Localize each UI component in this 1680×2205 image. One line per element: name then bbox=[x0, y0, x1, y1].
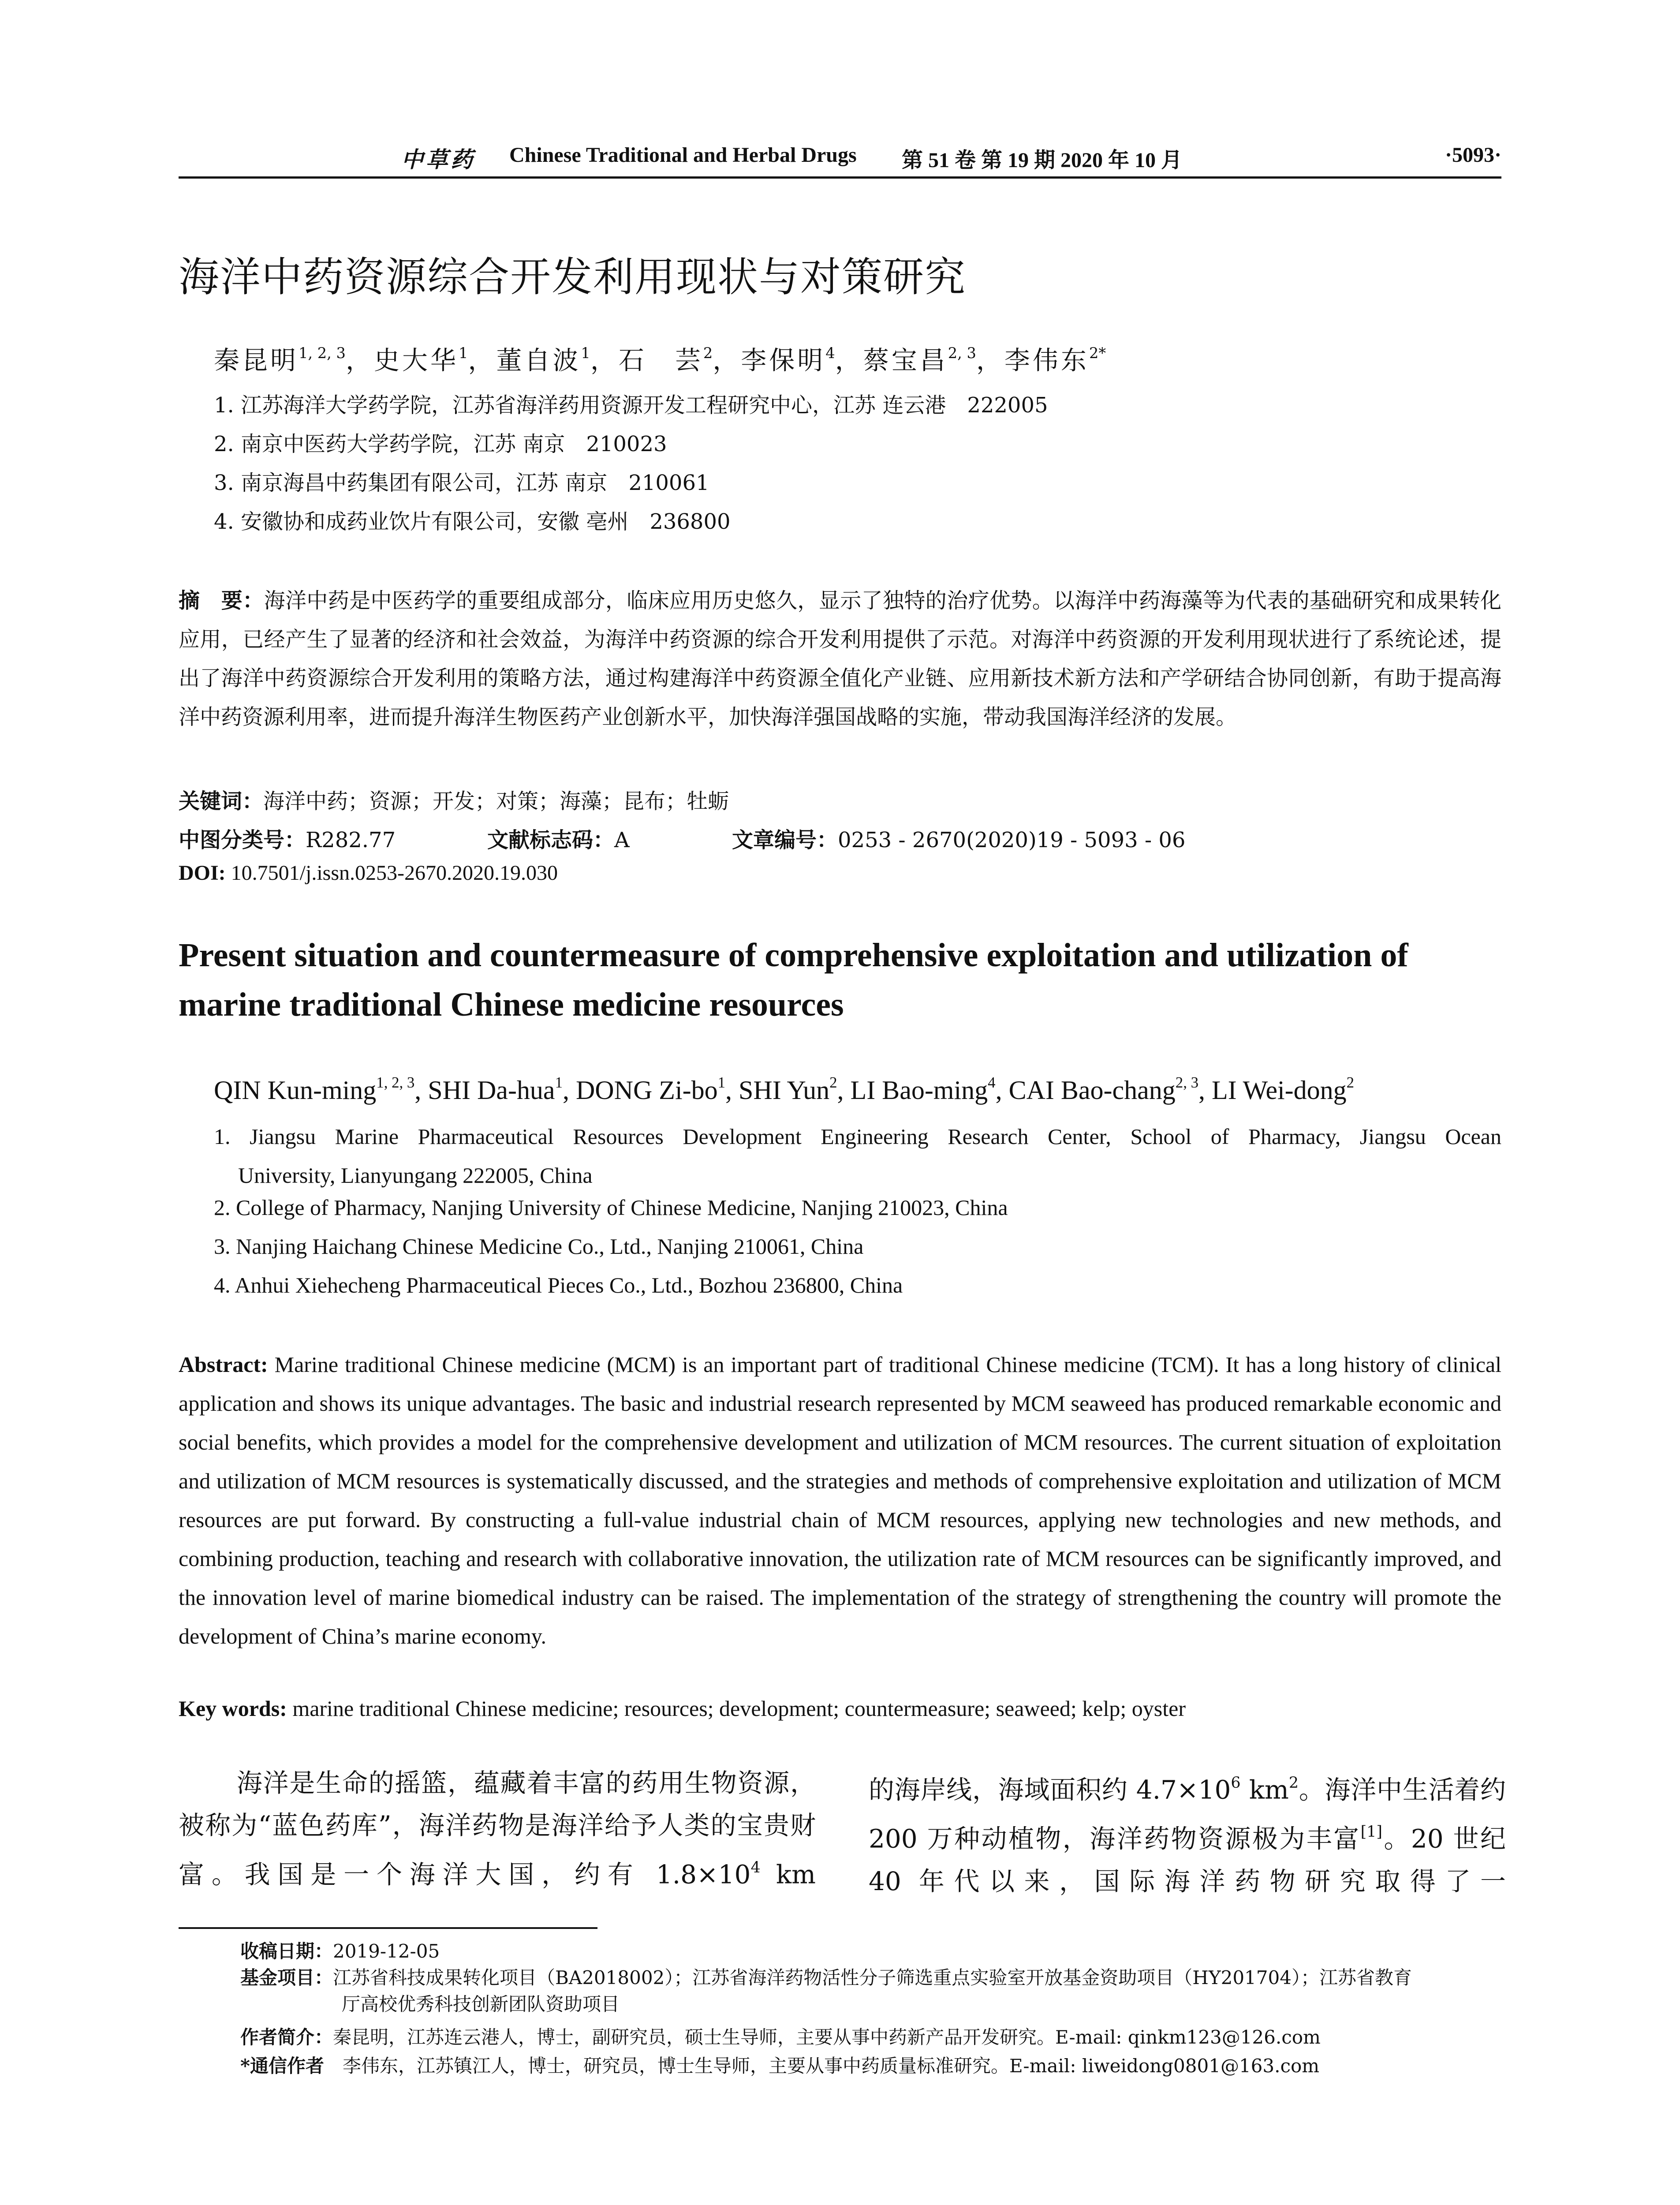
abstract-en-label: Abstract: bbox=[179, 1352, 268, 1377]
author-en: SHI Da-hua$^1$, bbox=[428, 1074, 576, 1105]
footnote-corresponding: *通信作者 李伟东，江苏镇江人，博士，研究员，博士生导师，主要从事中药质量标准研究。E-mail: liweidong0801@163.com bbox=[240, 2055, 1320, 2077]
keywords-en bbox=[179, 1696, 1186, 1721]
doi-value: 10.7501/j.issn.0253-2670.2020.19.030 bbox=[231, 861, 558, 885]
article-number-label: 文章编号： bbox=[732, 828, 838, 852]
author-cn: 石 芸$^2$， bbox=[618, 344, 741, 375]
author-en: CAI Bao-chang$^{2, 3}$, bbox=[1008, 1074, 1212, 1105]
affiliation-en-1-line2: University, Lianyungang 222005, China bbox=[238, 1163, 593, 1188]
keywords-cn-text: 海洋中药；资源；开发；对策；海藻；昆布；牡蛎 bbox=[263, 789, 729, 814]
affiliation-en-2: 2. College of Pharmacy, Nanjing University of Chinese Medicine, Nanjing 210023, China bbox=[214, 1195, 1008, 1220]
abstract-en-text: Marine traditional Chinese medicine (MCM) is an important part of traditional Chinese medicine (TCM). It has a long history of clinical application and shows its unique advantages. The basic and industrial research represented by MCM seaweed has produced remarkable economic and social benefits, which provides a model for the comprehensive development and utilization of MCM resources. The current situation of exploitation and utilization of MCM resources is systematically discussed, and the strategies and methods of comprehensive exploitation and utilization of MCM resources are put forward. By constructing a full-value industrial chain of MCM resources, applying new technologies and new methods, and combining production, teaching and research with collaborative innovation, the utilization rate of MCM resources can be significantly improved, and the innovation level of marine biomedical industry can be raised. The implementation of the strategy of strengthening the country will promote the development of China’s marine economy. bbox=[179, 1352, 1502, 1648]
doc-code-value: A bbox=[614, 828, 630, 852]
author-cn: 史大华$^1$， bbox=[373, 344, 497, 375]
affiliation-en-1-line1: 1. Jiangsu Marine Pharmaceutical Resources Development Engineering Research Center, School of Pharmacy, Jiangsu Ocean bbox=[214, 1124, 1501, 1149]
clc-label: 中图分类号： bbox=[179, 828, 306, 852]
keywords-cn bbox=[179, 784, 729, 815]
affiliation-en-3: 3. Nanjing Haichang Chinese Medicine Co., Ltd., Nanjing 210061, China bbox=[214, 1234, 864, 1259]
doi-line bbox=[179, 861, 558, 885]
abstract-cn-text: 海洋中药是中医药学的重要组成部分，临床应用历史悠久，显示了独特的治疗优势。以海洋中药海藻等为代表的基础研究和成果转化应用，已经产生了显著的经济和社会效益，为海洋中药资源的综合开发利用提供了示范。对海洋中药资源的开发利用现状进行了系统论述，提出了海洋中药资源综合开发利用的策略方法，通过构建海洋中药资源全值化产业链、应用新技术新方法和产学研结合协同创新，有助于提高海洋中药资源利用率，进而提升海洋生物医药产业创新水平，加快海洋强国战略的实施，带动我国海洋经济的发展。 bbox=[179, 588, 1501, 729]
journal-name-cn: 中草药 bbox=[401, 146, 475, 172]
authors-cn bbox=[214, 340, 1106, 377]
abstract-cn bbox=[179, 581, 1501, 736]
author-cn: 秦昆明$^{1, 2, 3}$， bbox=[214, 344, 374, 375]
footnote-fund: 基金项目：江苏省科技成果转化项目（BA2018002）；江苏省海洋药物活性分子筛选重点实验室开放基金资助项目（HY201704）；江苏省教育 bbox=[240, 1967, 1412, 1988]
author-cn: 李保明$^4$， bbox=[741, 344, 863, 375]
affiliation-cn-3: 3. 南京海昌中药集团有限公司，江苏 南京 210061 bbox=[214, 471, 709, 495]
affiliation-en-4: 4. Anhui Xiehecheng Pharmaceutical Pieces Co., Ltd., Bozhou 236800, China bbox=[214, 1273, 903, 1297]
abstract-en bbox=[179, 1345, 1501, 1656]
footnote-author: 作者简介：秦昆明，江苏连云港人，博士，副研究员，硕士生导师，主要从事中药新产品开发研究。E-mail: qinkm123@126.com bbox=[240, 2026, 1321, 2048]
footnote-received: 收稿日期：2019-12-05 bbox=[240, 1940, 440, 1962]
affiliation-cn-1: 1. 江苏海洋大学药学院，江苏省海洋药用资源开发工程研究中心，江苏 连云港 222005 bbox=[214, 393, 1048, 418]
body-column-right: 的海岸线，海域面积约 $4.7\times 10^6$ $km^2$。海洋中生活着约 200 万种动植物，海洋药物资源极为丰富[1]。20 世纪 40 年代以来，国际海洋药物研究取得了一 bbox=[869, 1774, 1506, 1896]
abstract-cn-label: 摘 要： bbox=[179, 588, 264, 613]
body-column-left: 海洋是生命的摇篮，蕴藏着丰富的药用生物资源，被称为“蓝色药库”，海洋药物是海洋给予人类的宝贵财富。我国是一个海洋大国，约有 $1.8\times 10^4$ km bbox=[179, 1768, 816, 1890]
authors-en bbox=[214, 1074, 1354, 1106]
title-en: Present situation and countermeasure of comprehensive exploitation and utilization of marine traditional Chinese medicine resources bbox=[179, 937, 1408, 1023]
page-number: ·5093· bbox=[1445, 143, 1501, 167]
doi-label: DOI: bbox=[179, 861, 226, 885]
running-header bbox=[179, 140, 1501, 176]
journal-name-en: Chinese Traditional and Herbal Drugs bbox=[509, 143, 857, 167]
author-en: SHI Yun$^2$, bbox=[739, 1074, 851, 1105]
author-cn: 李伟东$^{2*}$ bbox=[1004, 344, 1106, 375]
keywords-cn-label: 关键词： bbox=[179, 789, 264, 814]
citation-ref: [1] bbox=[1360, 1823, 1382, 1841]
author-en: DONG $Zi-bo^1$, bbox=[575, 1074, 739, 1105]
clc-value: R282.77 bbox=[306, 828, 396, 852]
author-cn: 董自波$^1$， bbox=[496, 344, 619, 375]
article-number-value: 0253 - 2670(2020)19 - 5093 - 06 bbox=[838, 828, 1186, 852]
author-en: LI Bao-ming$^4$, bbox=[850, 1074, 1009, 1105]
affiliation-cn-2: 2. 南京中医药大学药学院，江苏 南京 210023 bbox=[214, 432, 667, 456]
author-en: LI Wei-dong$^2$ bbox=[1212, 1074, 1355, 1105]
author-cn: 蔡宝昌$^{2, 3}$， bbox=[863, 344, 1004, 375]
footnote-rule bbox=[179, 1927, 597, 1929]
author-en: QIN Kun-ming$^{1, 2, 3}$, bbox=[214, 1074, 428, 1105]
header-rule bbox=[179, 176, 1501, 179]
affiliation-en-1 bbox=[214, 1117, 1501, 1195]
footnote-fund-cont: 厅高校优秀科技创新团队资助项目 bbox=[342, 1993, 620, 2015]
keywords-en-text: marine traditional Chinese medicine; resources; development; countermeasure; seaweed; kelp; oyster bbox=[292, 1696, 1186, 1721]
affiliation-cn-4: 4. 安徽协和成药业饮片有限公司，安徽 亳州 236800 bbox=[214, 509, 731, 534]
doc-code-label: 文献标志码： bbox=[487, 828, 615, 852]
classification-line bbox=[179, 823, 1501, 852]
title-cn: 海洋中药资源综合开发利用现状与对策研究 bbox=[179, 254, 967, 301]
keywords-en-label: Key words: bbox=[179, 1696, 287, 1721]
volume-issue: 第 51 卷 第 19 期 2020 年 10 月 bbox=[902, 149, 1183, 172]
